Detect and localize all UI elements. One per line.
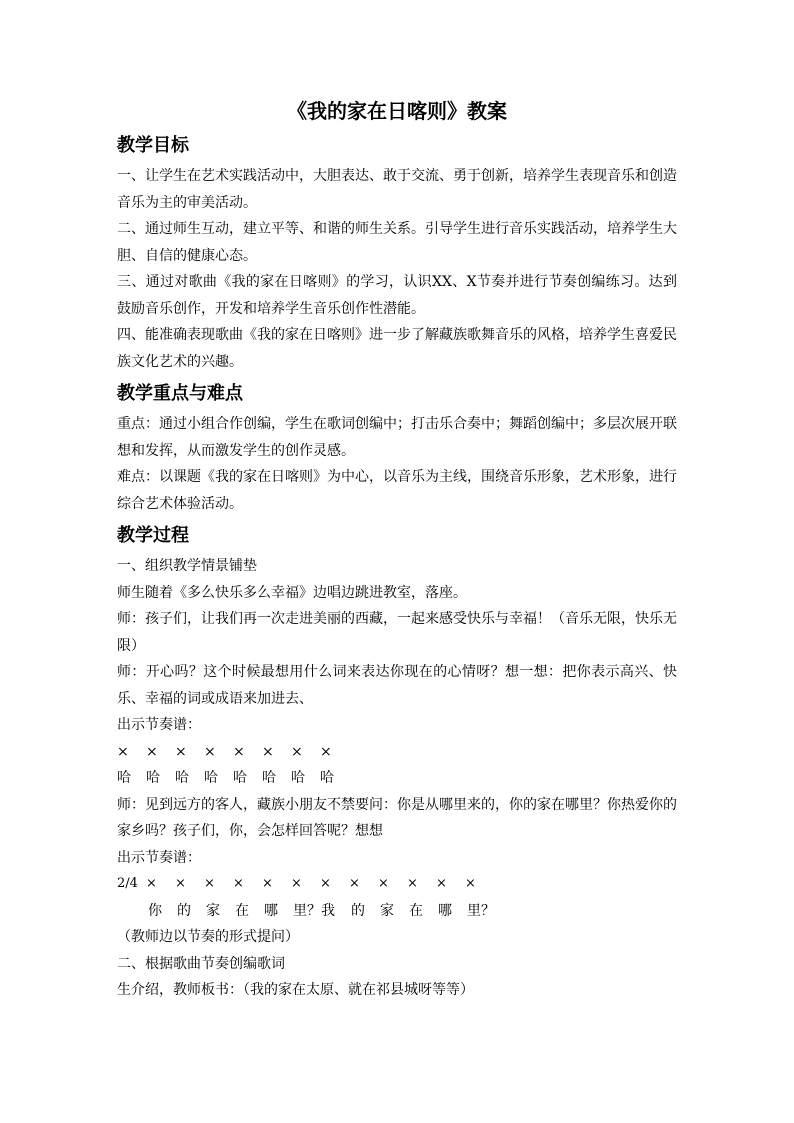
- rhythm-mark: ×: [291, 743, 303, 760]
- rhythm-mark: ×: [233, 743, 245, 760]
- key-point-item: 难点：以课题《我的家在日喀则》为中心，以音乐为主线，围绕音乐形象，艺术形象，进行综合艺术体验活动。: [117, 469, 677, 512]
- rhythm-mark: ×: [262, 743, 274, 760]
- rhythm-word: 里？: [467, 902, 495, 919]
- rhythm-mark: ×: [146, 876, 157, 891]
- rhythm-mark: ×: [262, 876, 273, 891]
- rhythm-word: 哪: [438, 902, 452, 919]
- process-paragraph: 生介绍，教师板书：（我的家在太原、就在祁县城呀等等）: [117, 982, 474, 998]
- rhythm-mark: ×: [291, 876, 302, 891]
- rhythm-mark: ×: [320, 743, 332, 760]
- section-heading-key-points: 教学重点与难点: [117, 383, 243, 404]
- rhythm-mark: ×: [175, 743, 187, 760]
- rhythm-words-row-1: [117, 765, 677, 792]
- rhythm-word: 哈: [233, 770, 247, 786]
- process-paragraph: 师：见到远方的客人，藏族小朋友不禁要问：你是从哪里来的，你的家在哪里？你热爱你的家乡吗？孩子们，你，会怎样回答呢？想想: [117, 796, 677, 839]
- rhythm-mark: ×: [204, 743, 216, 760]
- process-paragraph: 师：开心吗？这个时候最想用什么词来表达你现在的心情呀？想一想：把你表示高兴、快乐、幸福的词或成语来加进去、: [117, 664, 677, 707]
- section-heading-process: 教学过程: [117, 525, 189, 546]
- document-page: [117, 95, 677, 1004]
- rhythm-label: 出示节奏谱：: [117, 849, 201, 866]
- rhythm-mark: ×: [436, 876, 447, 891]
- rhythm-mark: ×: [117, 743, 129, 760]
- process-paragraph: 师生随着《多么快乐多么幸福》边唱边跳进教室，落座。: [117, 584, 467, 601]
- rhythm-marks-row-2: [117, 871, 677, 898]
- time-signature: 2/4: [117, 876, 138, 891]
- rhythm-word: 哈: [291, 770, 305, 786]
- rhythm-word: 哈: [320, 770, 334, 786]
- rhythm-words-row-2: [117, 898, 677, 925]
- rhythm-word: 在: [235, 902, 249, 919]
- rhythm-mark: ×: [204, 876, 215, 891]
- rhythm-word: 哈: [204, 770, 218, 786]
- rhythm-mark: ×: [465, 876, 476, 891]
- process-step-1: 一、组织教学情景铺垫: [117, 558, 257, 574]
- rhythm-word: 里？我: [293, 902, 335, 919]
- rhythm-word: 家: [206, 902, 220, 919]
- process-paragraph: 师：孩子们，让我们再一次走进美丽的西藏，一起来感受快乐与幸福！（音乐无限，快乐无限）: [117, 611, 677, 654]
- rhythm-word: 家: [380, 902, 394, 919]
- rhythm-label: 出示节奏谱：: [117, 717, 201, 733]
- rhythm-word: 哈: [262, 770, 276, 786]
- rhythm-word: 哈: [146, 770, 160, 786]
- rhythm-word: 在: [409, 902, 423, 919]
- objective-item: 三、通过对歌曲《我的家在日喀则》的学习，认识XX、X节奏并进行节奏创编练习。达到鼓励音乐创作，开发和培养学生音乐创作性潜能。: [117, 274, 677, 317]
- document-title: 《我的家在日喀则》教案: [287, 99, 507, 123]
- objective-item: 二、通过师生互动，建立平等、和谐的师生关系。引导学生进行音乐实践活动，培养学生大胆、自信的健康心态。: [117, 221, 677, 264]
- rhythm-mark: ×: [146, 743, 158, 760]
- rhythm-word: 哪: [264, 902, 278, 919]
- key-point-item: 重点：通过小组合作创编，学生在歌词创编中；打击乐合奏中；舞蹈创编中；多层次展开联想和发挥，从而激发学生的创作灵感。: [117, 416, 677, 459]
- rhythm-mark: ×: [320, 876, 331, 891]
- rhythm-mark: ×: [175, 876, 186, 891]
- rhythm-mark: ×: [233, 876, 244, 891]
- rhythm-mark: ×: [407, 876, 418, 891]
- objective-item: 四、能准确表现歌曲《我的家在日喀则》进一步了解藏族歌舞音乐的风格，培养学生喜爱民族文化艺术的兴趣。: [117, 327, 677, 370]
- section-heading-objectives: 教学目标: [117, 135, 189, 156]
- rhythm-word: 你: [148, 902, 162, 919]
- rhythm-marks-row-1: [117, 739, 677, 766]
- objective-item: 一、让学生在艺术实践活动中，大胆表达、敢于交流、勇于创新，培养学生表现音乐和创造音乐为主的审美活动。: [117, 168, 677, 211]
- process-paragraph: （教师边以节奏的形式提问）: [117, 929, 299, 945]
- rhythm-mark: ×: [378, 876, 389, 891]
- rhythm-mark: ×: [349, 876, 360, 891]
- rhythm-word: 哈: [117, 770, 131, 786]
- rhythm-word: 哈: [175, 770, 189, 786]
- process-step-2: 二、根据歌曲节奏创编歌词: [117, 955, 285, 972]
- rhythm-word: 的: [351, 902, 365, 919]
- rhythm-word: 的: [177, 902, 191, 919]
